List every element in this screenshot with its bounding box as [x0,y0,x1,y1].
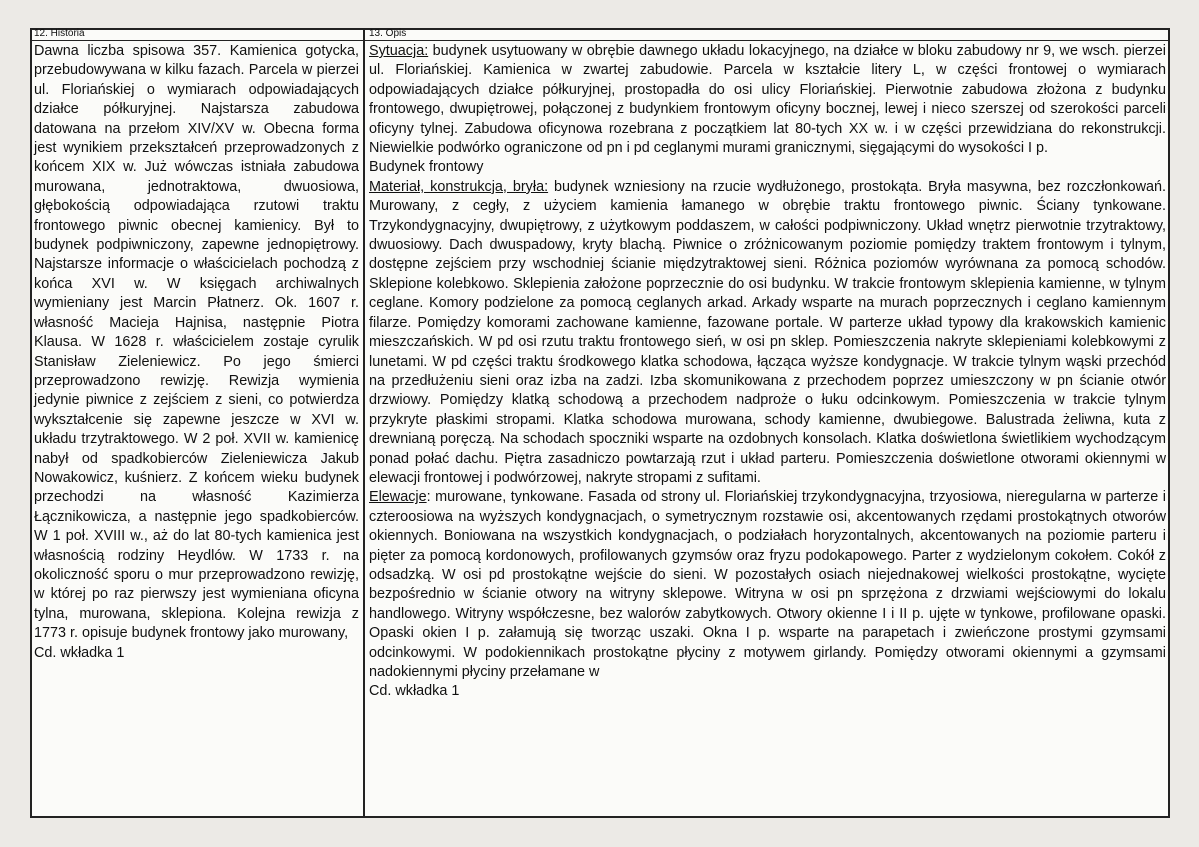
description-body [365,41,1170,702]
material-label: Materiał, konstrukcja, bryła: [369,178,549,195]
front-building-heading: Budynek frontowy [369,159,484,176]
history-column [30,28,365,818]
document-page [30,28,1170,818]
material-paragraph [369,178,1166,489]
description-continuation: Cd. wkładka 1 [369,683,460,700]
history-header: 12. Historia [30,28,363,41]
situation-text: budynek usytuowany w obrębie dawnego układu lokacyjnego, na działce w bloku zabudowy nr 9, we wsch. pierzei ul. Floriańskiej. Kamienica w zwartej zabudowie. Parcela w kształcie litery L, w części frontowej o wymiarach odpowiadających działce półkuryjnej, prostopadła do osi ulicy Floriańskiej. Pierwotnie zabudowa złożona z budynku frontowego, dwupiętrowej, połączonej z budynkiem frontowym oficyny bocznej, lewej i nieco szerszej od szerokości parceli oficyny tylnej. Zabudowa oficynowa rozebrana z początkiem lat 80-tych XX w. i w części przewidziana do rekonstrukcji. Niewielkie podwórko ograniczone od pn i pd ceglanymi murami granicznymi, sięgającymi do wysokości I p. [369,43,1166,157]
situation-label: Sytuacja: [369,43,429,59]
description-column [365,28,1170,818]
material-text: budynek wzniesiony na rzucie wydłużonego, prostokąta. Bryła masywna, bez rozczłonkowań. Murowany, z cegły, z użyciem kamienia łamanego w obrębie traktu frontowego piwnic. Ściany tynkowane. Trzykondygnacyjny, dwupiętrowy, z użytkowym poddaszem, w całości podpiwniczony. Układ wnętrz pierwotnie trzytraktowy, dwuosiowy. Dach dwuspadowy, kryty blachą. Piwnice o zróżnicowanym poziomie pomiędzy traktem frontowym i tylnym, dostępne zejściem przy wschodniej ścianie międzytraktowej sieni. Różnica poziomów wyrównana za pomocą schodów. Sklepione kolebkowo. Sklepienia założone poprzecznie do osi budynku. W trakcie frontowym sklepienia kamienne, w tylnym ceglane. Komory podzielone za pomocą ceglanych arkad. Arkady wsparte na murach poprzecznych i ceglano kamiennym filarze. Pomiędzy komorami zachowane kamienne, fazowane portale. W parterze układ typowy dla krakowskich kamienic mieszczańskich. W pd osi rzutu traktu frontowego sień, w osi pn sklep. Pomieszczenia nakryte sklepieniami kolebkowymi z lunetami. W pd części traktu środkowego klatka schodowa, łącząca wyższe kondygnacje. W trakcie tylnym wąski przechód na przedłużeniu sieni oraz izba na zadzi. Izba skomunikowana z przechodem poprzez umieszczony w pn ścianie otwór drzwiowy. Pomiędzy klatką schodową a przechodem nadproże o łuku odcinkowym. Pomieszczenia w trakcie tylnym przykryte płaskimi stropami. Klatka schodowa murowana, schody kamienne, dwubiegowe. Balustrada żeliwna, kuta z drewnianą poręczą. Na schodach spoczniki wsparte na ozdobnych konsolach. Klatka doświetlona świetlikiem wychodzącym ponad połać dachu. Piętra zasadniczo powtarzają rzut i układ parteru. Pomieszczenia doświetlone otworami okiennymi w elewacji frontowej i podwórzowej, nakryte stropami z sufitami. [369,178,1166,486]
elevation-text: : murowane, tynkowane. Fasada od strony ul. Floriańskiej trzykondygnacyjna, trzyosiowa, nieregularna w parterze i czteroosiowa na wyższych kondygnacjach, o symetrycznym rozstawie osi, akcentowanych rzędami prostokątnych otworów okiennych. Boniowana na wszystkich kondygnacjach, o podziałach horyzontalnych, akcentowanych na poziomie parteru i pięter za pomocą kordonowych, profilowanych gzymsów oraz fryzu podokapowego. Parter z wydzielonym cokołem. Cokół z odsadzką. W osi pd prostokątne wejście do sieni. W pozostałych osiach niejednakowej wielkości prostokątne, wycięte bezpośrednio w ścianie otwory na witryny sklepowe. Witryna w osi pn sprzężona z drzwiami wejściowymi do lokalu handlowego. Witryny współczesne, bez walorów zabytkowych. Otwory okienne I i II p. ujęte w tynkowe, profilowane opaski. Opaski okien I p. załamują się tworząc uszaki. Okna I p. wsparte na parapetach i zwieńczone prostymi gzymsami odcinkowymi. W podokiennikach prostokątne płyciny z motywem girlandy. Pomiędzy otworami okiennymi a gzymsami nadokiennymi płyciny przełamane w [369,489,1166,680]
description-header: 13. Opis [365,28,1170,41]
history-body [30,41,363,663]
history-text: Dawna liczba spisowa 357. Kamienica gotycka, przebudowywana w kilku fazach. Parcela w pierzei ul. Floriańskiej o wymiarach odpowiadających działce półkuryjnej. Najstarsza zabudowa datowana na przełom XIV/XV w. Obecna forma jest wynikiem przekształceń przeprowadzonych z końcem XIX w. Już wówczas istniała zabudowa murowana, jednotraktowa, dwuosiowa, głębokością odpowiadająca rzutowi traktu frontowego piwnic obecnej kamienicy. Był to budynek podpiwniczony, zapewne jednopiętrowy. Najstarsze informacje o właścicielach pochodzą z końca XVI w. W księgach archiwalnych wymieniany jest Marcin Płatnerz. Ok. 1607 r. własność Macieja Hajnisa, następnie Piotra Klausa. W 1628 r. właścicielem zostaje cyrulik Stanisław Zieleniewicz. Po jego śmierci przeprowadzono rewizję. Rewizja wymienia jedynie piwnice z zejściem z sieni, co potwierdza wykształcenie się zapewne jeszcze w XVI w. układu trzytraktowego. W 2 poł. XVII w. kamienicę nabył od spadkobierców Zieleniewicza Jakub Nowakowicz, kuśnierz. Z końcem wieku budynek przechodzi na własność Kazimierza Łącznikowicza, a następnie jego spadkobierców. W 1 poł. XVIII w., aż do lat 80-tych kamienica jest własnością rodziny Heydlów. W 1733 r. na okoliczność sporu o mur przeprowadzono rewizję, w której po raz pierwszy jest wymieniana oficyna tylna, murowana, sklepiona. Kolejna rewizja z 1773 r. opisuje budynek frontowy jako murowany, [34,43,359,642]
situation-paragraph [369,42,1166,158]
elevation-paragraph [369,488,1166,682]
elevation-label: Elewacje [369,489,427,506]
history-continuation: Cd. wkładka 1 [34,644,125,661]
